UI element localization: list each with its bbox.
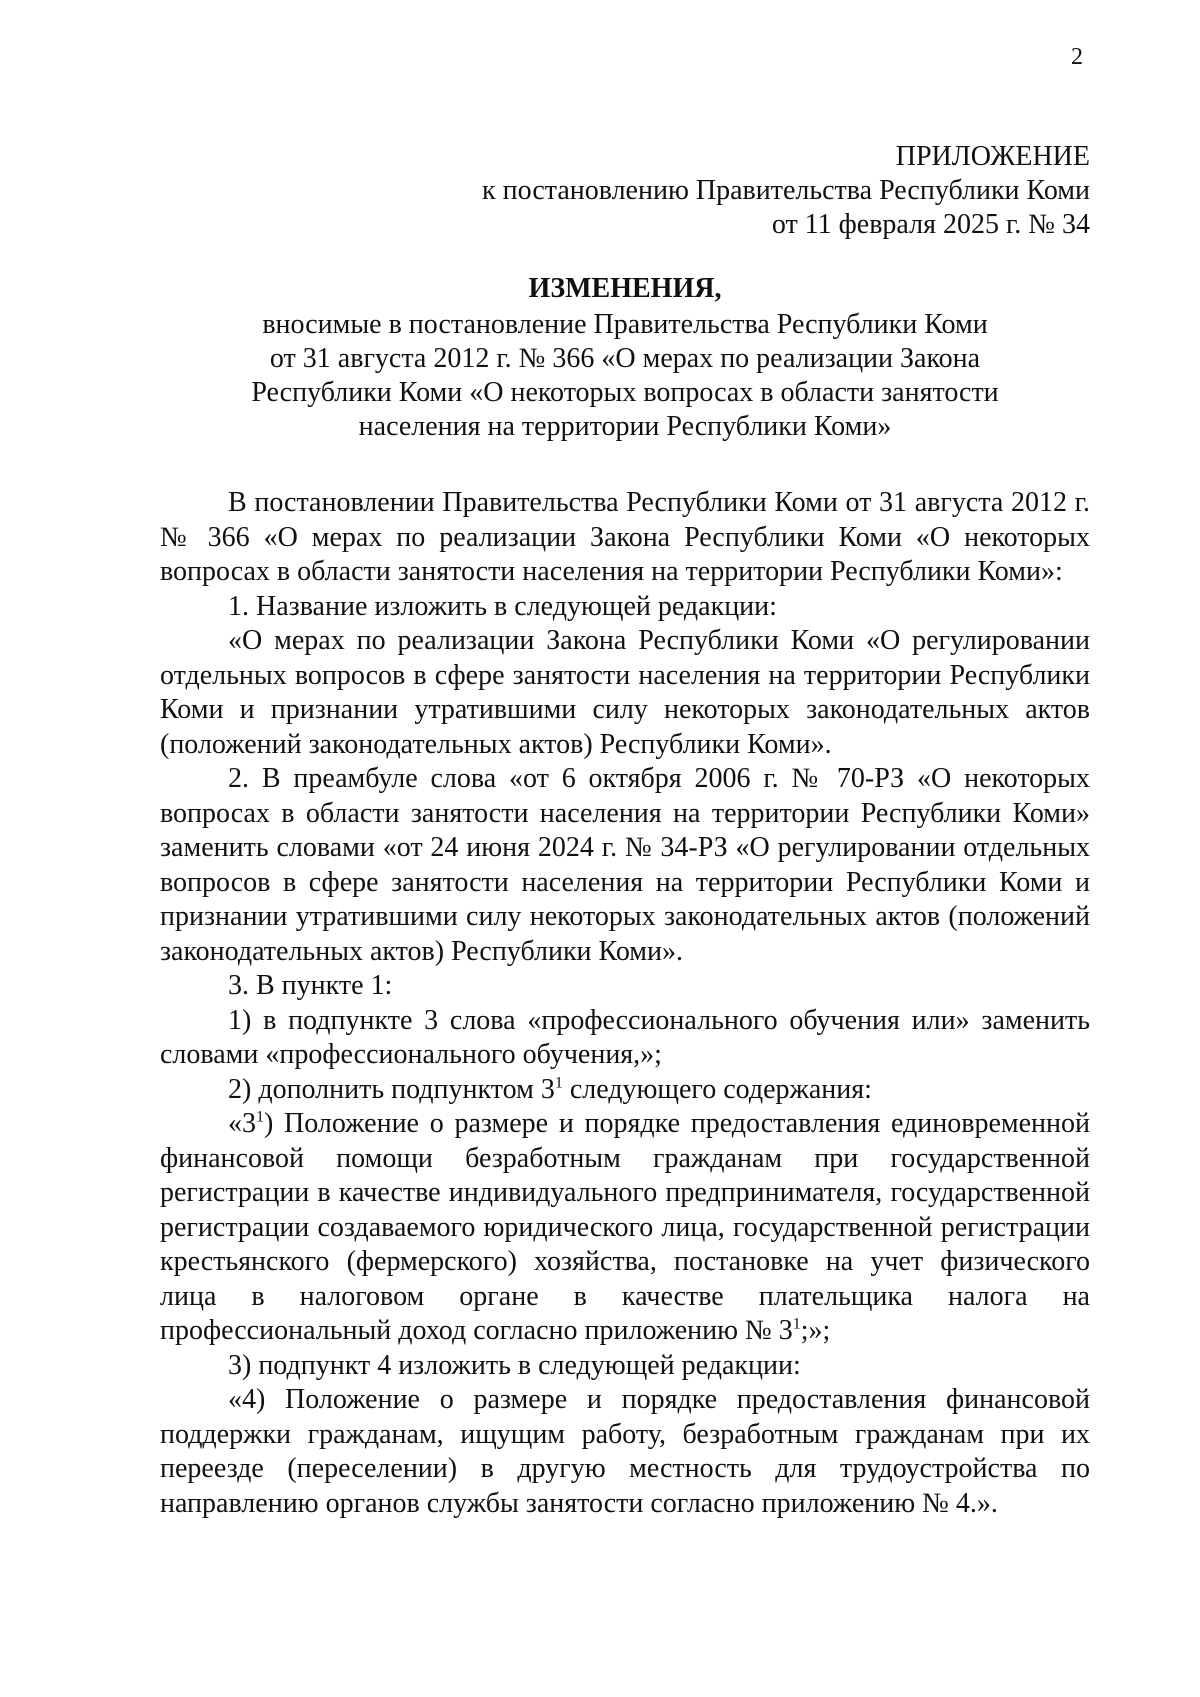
appendix-date-line: от 11 февраля 2025 г. № 34: [771, 209, 1090, 240]
subtitle-line: от 31 августа 2012 г. № 366 «О мерах по реализации Закона: [269, 343, 981, 374]
item-1-text: «О мерах по реализации Закона Республики Коми «О регулировании отдельных вопросов в сфере занятости населения на территории Республики Коми и признании утратившими силу некоторых законодательных актов (положений законодательных актов) Республики Коми».: [160, 625, 1090, 760]
document-heading: [160, 272, 1090, 444]
quote-text: ) Положение о размере и порядке предоставления единовременной финансовой помощи безработным гражданам при государственной регистрации в качестве индивидуального предпринимателя, государственной регистрации создаваемого юридического лица, государственной регистрации крестьянского (фермерского) хозяйства, постановке на учет физического лица в налоговом органе в качестве плательщика налога на профессиональный доход согласно приложению № 3: [160, 1108, 1090, 1346]
item-3-sub-2-post: следующего содержания:: [562, 1073, 872, 1105]
item-3-sub-2: [160, 1073, 1090, 1108]
superscript: 1: [554, 1074, 563, 1092]
item-3: 3. В пункте 1:: [228, 970, 393, 1001]
document-body: [160, 486, 1090, 1521]
page-number: 2: [1071, 44, 1083, 70]
superscript: 1: [256, 1108, 264, 1126]
quote-end: ;»;: [800, 1315, 831, 1346]
subtitle-line: населения на территории Республики Коми»: [358, 411, 892, 442]
item-1: 1. Название изложить в следующей редакции:: [228, 590, 777, 622]
item-3-sub-3: 3) подпункт 4 изложить в следующей редакции:: [228, 1349, 801, 1381]
item-3-sub-1: 1) в подпункте 3 слова «профессионального обучения или» заменить словами «профессионального обучения,»;: [160, 1004, 1090, 1070]
subtitle-line: вносимые в постановление Правительства Республики Коми: [262, 309, 988, 340]
appendix-label: ПРИЛОЖЕНИЕ: [895, 141, 1090, 172]
document-title: ИЗМЕНЕНИЯ,: [528, 273, 722, 304]
quote-pre: «3: [228, 1108, 256, 1139]
appendix-block: [482, 140, 1090, 242]
item-3-sub-2-pre: 2) дополнить подпунктом 3: [228, 1073, 555, 1105]
superscript: 1: [792, 1315, 801, 1333]
subtitle-line: Республики Коми «О некоторых вопросах в области занятости: [251, 377, 999, 408]
item-3-sub-2-quote: [160, 1107, 1090, 1349]
appendix-resolution-line: к постановлению Правительства Республики Коми: [482, 175, 1090, 206]
intro-paragraph: В постановлении Правительства Республики Коми от 31 августа 2012 г. № 366 «О мерах по реализации Закона Республики Коми «О некоторых вопросах в области занятости населения на территории Республики Коми»:: [160, 487, 1090, 587]
item-3-sub-3-text: «4) Положение о размере и порядке предоставления финансовой поддержки гражданам, ищущим работу, безработным гражданам при их переезде (переселении) в другую местность для трудоустройства по направлению органов службы занятости согласно приложению № 4.».: [160, 1384, 1090, 1519]
item-2: 2. В преамбуле слова «от 6 октября 2006 г. № 70-РЗ «О некоторых вопросах в области занятости населения на территории Республики Коми» заменить словами «от 24 июня 2024 г. № 34-РЗ «О регулировании отдельных вопросов в сфере занятости населения на территории Республики Коми и признании утратившими силу некоторых законодательных актов (положений законодательных актов) Республики Коми».: [160, 763, 1090, 967]
